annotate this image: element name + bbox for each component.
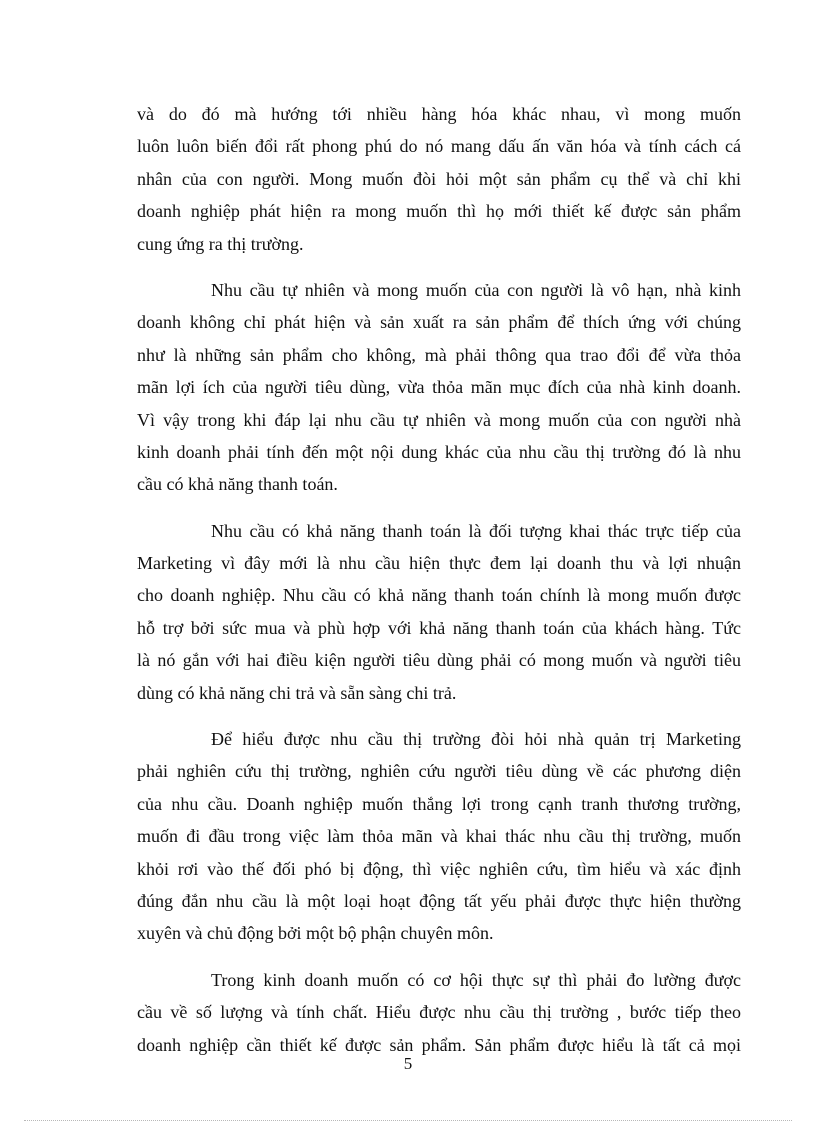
text-line: đúng đắn nhu cầu là một loại hoạt động tất yếu phải được thực hiện thường	[137, 890, 741, 911]
text-line: như là những sản phẩm cho không, mà phải thông qua trao đổi để vừa thỏa	[137, 344, 741, 365]
text-line: cầu có khả năng thanh toán.	[137, 474, 338, 495]
paragraph	[137, 274, 741, 501]
text-line: cho doanh nghiệp. Nhu cầu có khả năng thanh toán chính là mong muốn được	[137, 585, 741, 606]
text-line: muốn đi đầu trong việc làm thỏa mãn và khai thác nhu cầu thị trường, muốn	[137, 826, 741, 847]
paragraph	[137, 98, 741, 260]
text-line: doanh nghiệp cần thiết kế được sản phẩm. Sản phẩm được hiểu là tất cả mọi	[137, 1034, 741, 1055]
text-line: Trong kinh doanh muốn có cơ hội thực sự thì phải đo lường được	[211, 969, 741, 990]
text-line: luôn luôn biến đổi rất phong phú do nó mang dấu ấn văn hóa và tính cách cá	[137, 136, 741, 157]
text-line: doanh không chỉ phát hiện và sản xuất ra sản phẩm để thích ứng với chúng	[137, 312, 741, 333]
text-line: khỏi rơi vào thế đối phó bị động, thì việc nghiên cứu, tìm hiểu và xác định	[137, 858, 741, 879]
text-line: là nó gắn với hai điều kiện người tiêu dùng phải có mong muốn và người tiêu	[137, 650, 741, 671]
text-line: nhân của con người. Mong muốn đòi hỏi một sản phẩm cụ thể và chỉ khi	[137, 168, 741, 189]
document-body	[137, 98, 741, 1075]
text-line: Marketing vì đây mới là nhu cầu hiện thực đem lại doanh thu và lợi nhuận	[137, 553, 741, 574]
page-bottom-divider	[24, 1120, 792, 1121]
paragraph	[137, 515, 741, 709]
page-number: 5	[403, 1054, 413, 1073]
text-line: kinh doanh phải tính đến một nội dung khác của nhu cầu thị trường đó là nhu	[137, 441, 741, 462]
text-line: cung ứng ra thị trường.	[137, 233, 304, 254]
text-line: của nhu cầu. Doanh nghiệp muốn thắng lợi trong cạnh tranh thương trường,	[137, 793, 741, 814]
text-line: dùng có khả năng chi trả và sẵn sàng chi trả.	[137, 682, 457, 703]
text-line: Để hiểu được nhu cầu thị trường đòi hỏi nhà quản trị Marketing	[211, 729, 741, 750]
text-line: doanh nghiệp phát hiện ra mong muốn thì họ mới thiết kế được sản phẩm	[137, 201, 741, 222]
text-line: hỗ trợ bởi sức mua và phù hợp với khả năng thanh toán của khách hàng. Tức	[137, 617, 741, 638]
text-line: Vì vậy trong khi đáp lại nhu cầu tự nhiên và mong muốn của con người nhà	[137, 409, 741, 430]
text-line: xuyên và chủ động bởi một bộ phận chuyên môn.	[137, 923, 494, 944]
paragraph	[137, 964, 741, 1061]
text-line: và do đó mà hướng tới nhiều hàng hóa khác nhau, vì mong muốn	[137, 104, 741, 124]
text-line: Nhu cầu có khả năng thanh toán là đối tượng khai thác trực tiếp của	[211, 520, 741, 541]
text-line: cầu về số lượng và tính chất. Hiểu được nhu cầu thị trường , bước tiếp theo	[137, 1002, 741, 1023]
text-line: phải nghiên cứu thị trường, nghiên cứu người tiêu dùng về các phương diện	[137, 761, 741, 782]
text-line: Nhu cầu tự nhiên và mong muốn của con người là vô hạn, nhà kinh	[211, 279, 741, 300]
text-line: mãn lợi ích của người tiêu dùng, vừa thỏa mãn mục đích của nhà kinh doanh.	[137, 377, 741, 398]
paragraph	[137, 723, 741, 950]
